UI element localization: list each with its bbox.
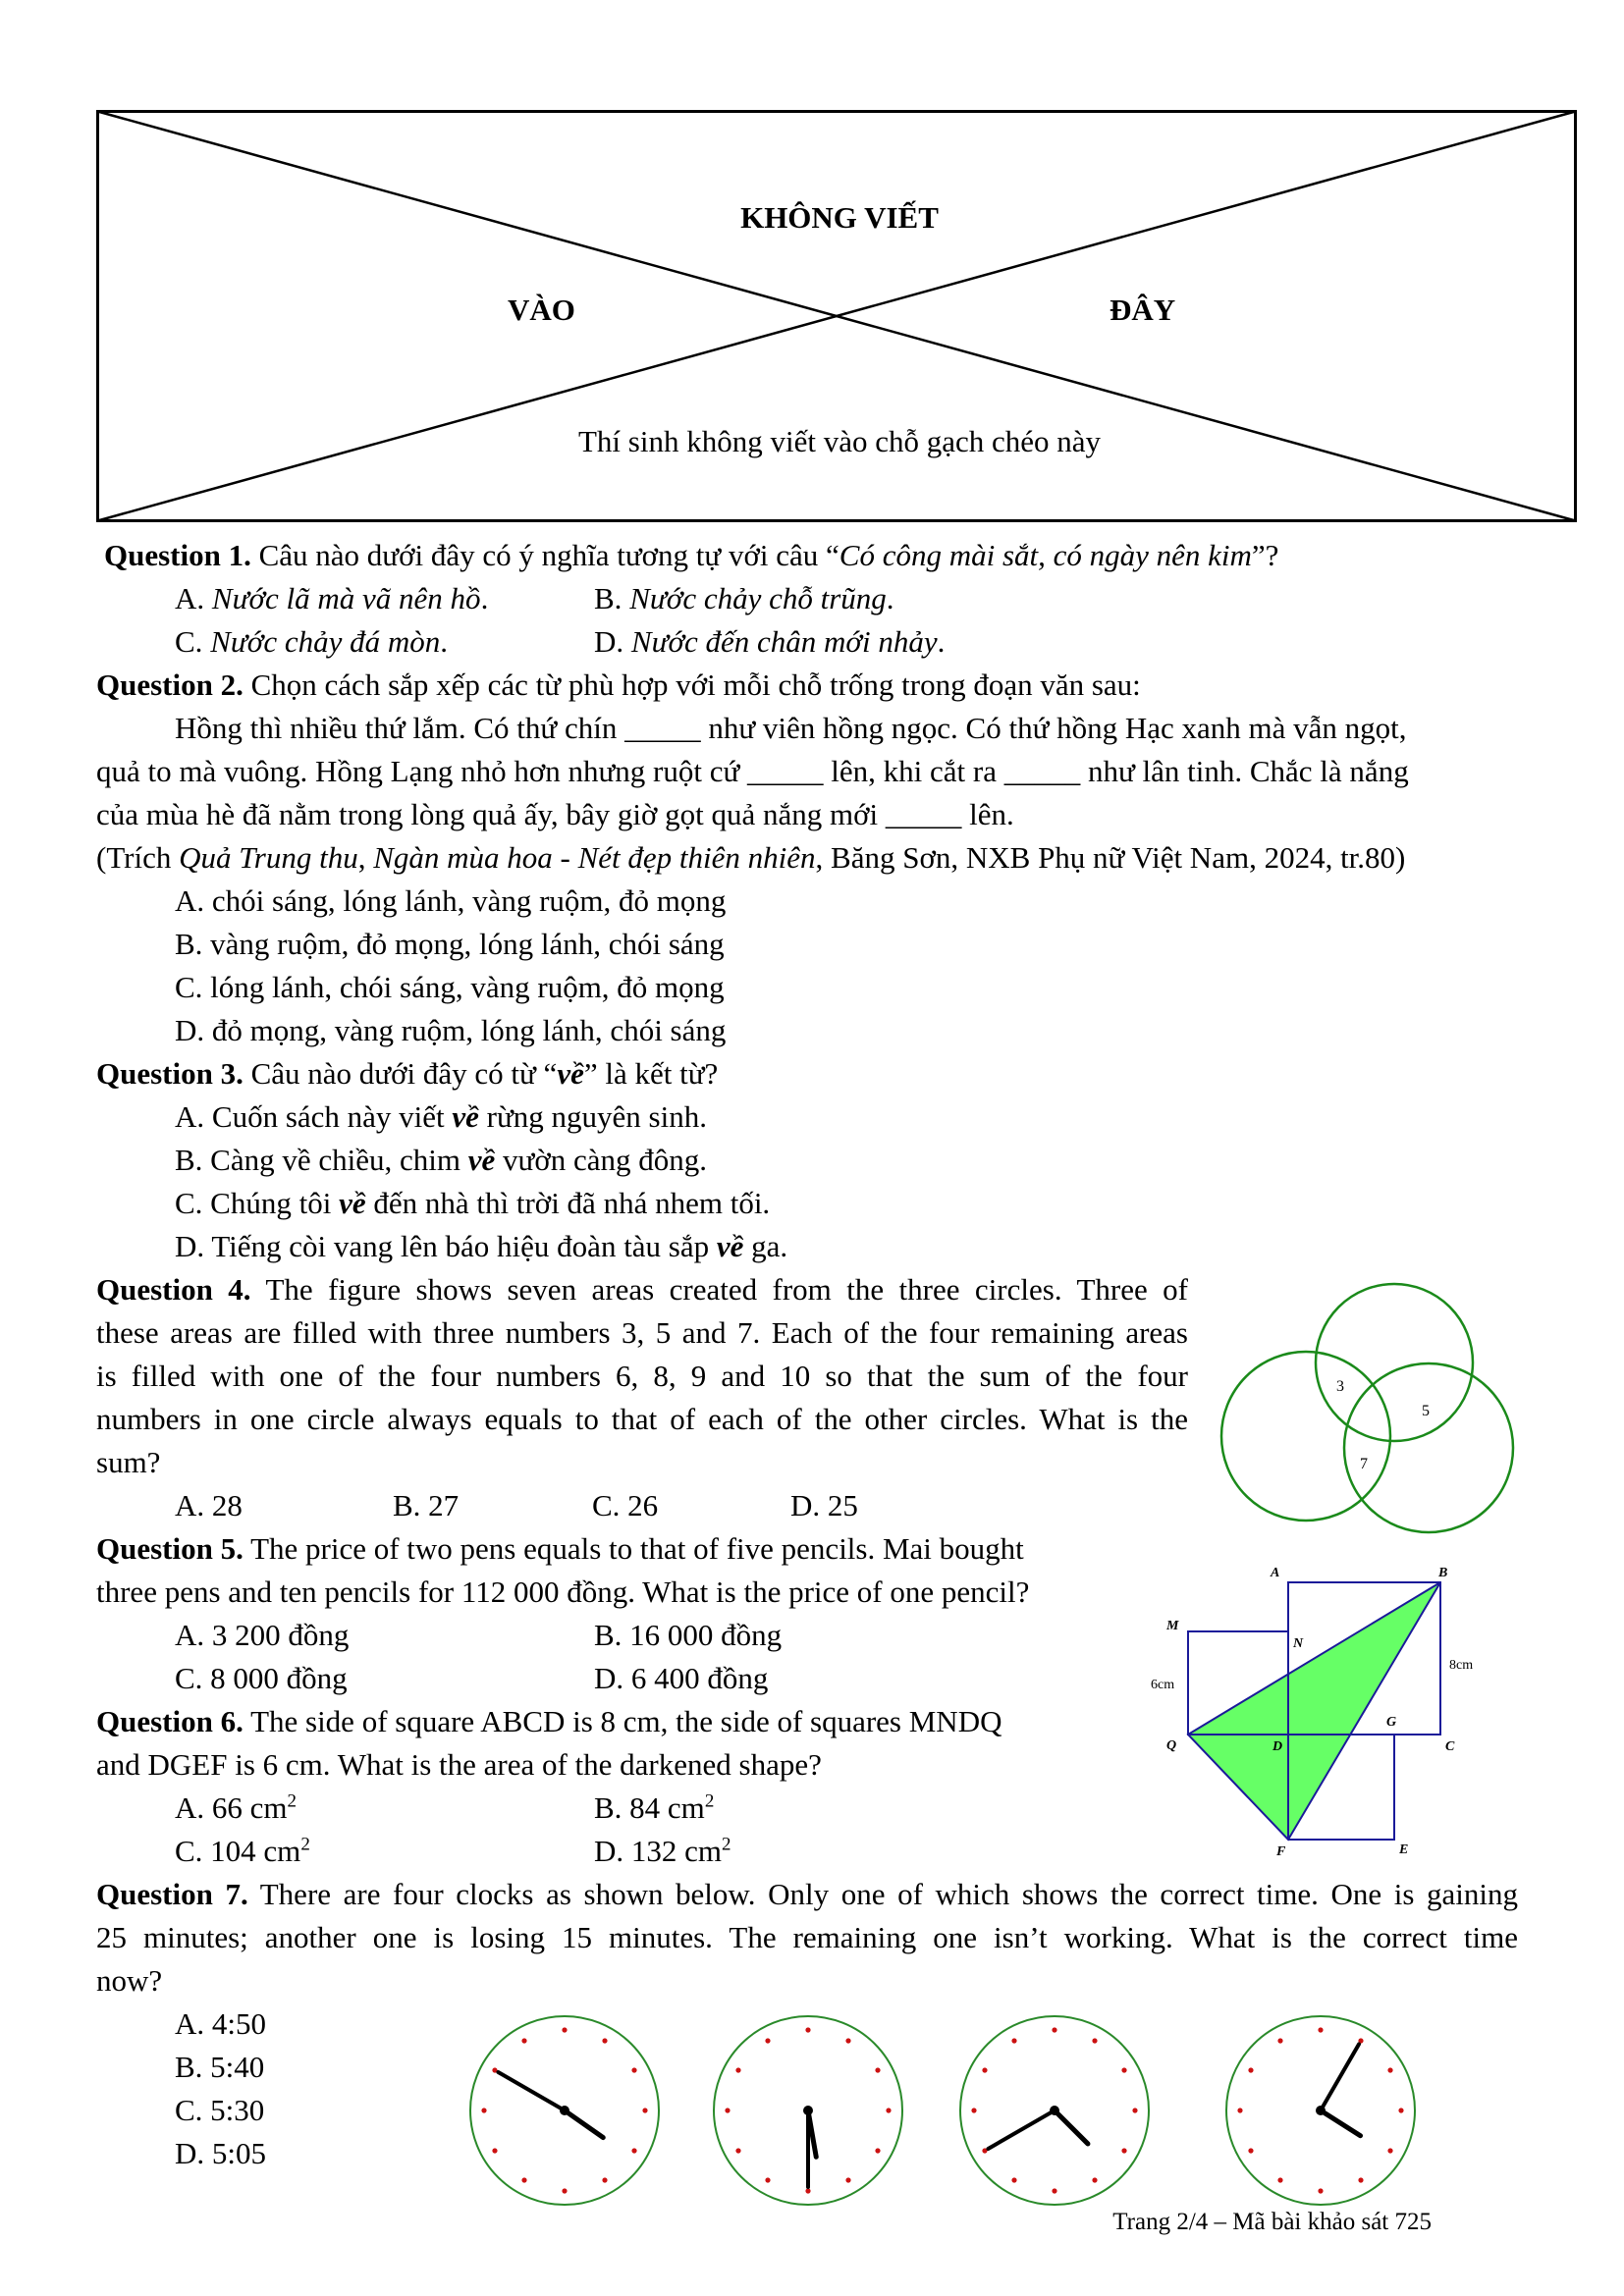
q4-label: Question 4. [96, 1272, 251, 1307]
option-post: vườn càng đông. [495, 1143, 707, 1177]
clock-tick [845, 2177, 850, 2182]
hour-hand [565, 2110, 603, 2138]
label-q: Q [1166, 1738, 1177, 1753]
q1-option-c[interactable] [175, 620, 448, 664]
q1-text-after: ”? [1251, 538, 1279, 572]
no-write-box [96, 110, 1577, 522]
option-pre: B. Càng về chiều, chim [175, 1143, 468, 1177]
option-post: đến nhà thì trời đã nhá nhem tối. [365, 1186, 771, 1220]
clock-tick [875, 2067, 880, 2072]
clock-tick [805, 2188, 810, 2193]
clock-tick [602, 2038, 607, 2043]
clock-tick [1011, 2038, 1016, 2043]
q4-line-5: sum? [96, 1445, 161, 1479]
q4-option-b[interactable]: B. 27 [393, 1488, 460, 1522]
q4-option-c[interactable]: C. 26 [592, 1488, 659, 1522]
clock-hub [803, 2106, 813, 2115]
clock-hub [560, 2106, 569, 2115]
clock-tick [1387, 2148, 1392, 2153]
clock-tick [492, 2148, 497, 2153]
option-end: . [480, 581, 489, 615]
clock-2 [714, 2016, 902, 2205]
clock-tick [1277, 2038, 1282, 2043]
q5-label: Question 5. [96, 1531, 244, 1566]
option-pre: C. Chúng tôi [175, 1186, 340, 1220]
q1-quote: Có công mài sắt, có ngày nên kim [839, 538, 1252, 572]
option-sup: 2 [300, 1834, 310, 1855]
option-end: . [937, 624, 946, 659]
clock-tick [1121, 2148, 1126, 2153]
q6-option-c[interactable] [175, 1830, 310, 1873]
option-pre: A. Cuốn sách này viết [175, 1099, 453, 1134]
clock-tick [1052, 2027, 1056, 2032]
clock-tick [1132, 2108, 1137, 2112]
q5-option-b[interactable]: B. 16 000 đồng [594, 1618, 783, 1652]
clock-hub [1050, 2106, 1059, 2115]
clock-tick [1318, 2188, 1323, 2193]
q7-line-3: now? [96, 1963, 163, 1998]
option-end: . [886, 581, 894, 615]
clock-tick [1092, 2038, 1097, 2043]
q3-stem [96, 1052, 718, 1095]
label-f: F [1276, 1844, 1286, 1859]
q1-option-d[interactable] [594, 620, 945, 664]
option-end: . [440, 624, 448, 659]
clock-tick [845, 2038, 850, 2043]
clock-tick [982, 2067, 987, 2072]
option-word: về [452, 1099, 479, 1134]
option-text: D. 132 cm [594, 1834, 723, 1868]
q2-option-b[interactable]: B. vàng ruộm, đỏ mọng, lóng lánh, chói sáng [175, 927, 725, 961]
label-c: C [1445, 1739, 1455, 1754]
q6-line-2: and DGEF is 6 cm. What is the area of the darkened shape? [96, 1747, 822, 1782]
clock-tick [1318, 2027, 1323, 2032]
clock-tick [562, 2188, 567, 2193]
q6-label: Question 6. [96, 1704, 244, 1738]
clock-tick [521, 2177, 526, 2182]
q7-option-c[interactable]: C. 5:30 [175, 2093, 265, 2127]
darkened-shape [1188, 1582, 1440, 1840]
q2-stem [96, 664, 1141, 707]
q4-option-d[interactable]: D. 25 [790, 1488, 858, 1522]
q6-option-d[interactable] [594, 1830, 731, 1873]
q3-option-d[interactable] [175, 1225, 787, 1268]
clock-tick [642, 2108, 647, 2112]
clock-tick [1248, 2148, 1253, 2153]
minute-hand [988, 2110, 1055, 2149]
q7-option-a[interactable]: A. 4:50 [175, 2006, 266, 2041]
option-word: về [716, 1229, 744, 1263]
q5-line-1 [96, 1527, 1024, 1571]
q3-word: về [557, 1056, 584, 1091]
venn-circle-right [1344, 1363, 1513, 1532]
venn-number-7: 7 [1360, 1456, 1368, 1472]
label-6cm: 6cm [1151, 1678, 1175, 1692]
clock-hub [1316, 2106, 1326, 2115]
q4-line-4: numbers in one circle always equals to that of each of the other circles. What is the [96, 1402, 1188, 1436]
q4-option-a[interactable]: A. 28 [175, 1488, 243, 1522]
q6-option-a[interactable] [175, 1787, 297, 1830]
q7-line-1 [96, 1873, 1518, 1916]
source-work2: Ngàn mùa hoa - Nét đẹp thiên nhiên [373, 840, 816, 875]
clock-1 [470, 2016, 659, 2205]
q7-line-2: 25 minutes; another one is losing 15 minutes. The remaining one isn’t working. What is the correct time [96, 1920, 1518, 1954]
q2-option-d[interactable]: D. đỏ mọng, vàng ruộm, lóng lánh, chói sáng [175, 1013, 727, 1047]
clock-tick [631, 2148, 636, 2153]
clock-tick [521, 2038, 526, 2043]
q2-prompt: Chọn cách sắp xếp các từ phù hợp với mỗi chỗ trống trong đoạn văn sau: [250, 667, 1141, 702]
label-a: A [1271, 1566, 1280, 1580]
option-letter: B. [594, 581, 630, 615]
clock-tick [1237, 2108, 1242, 2112]
clock-tick [886, 2108, 891, 2112]
q7-label: Question 7. [96, 1877, 248, 1911]
venn-number-3: 3 [1336, 1378, 1344, 1395]
q1-option-a[interactable] [175, 577, 488, 620]
q7-option-d[interactable]: D. 5:05 [175, 2136, 266, 2170]
clock-3 [960, 2016, 1149, 2205]
clock-tick [481, 2108, 486, 2112]
q3-option-a[interactable] [175, 1095, 707, 1139]
q4-text: The figure shows seven areas created from the three circles. Three of [265, 1272, 1188, 1307]
q4-line-3: is filled with one of the four numbers 6, 8, 9 and 10 so that the sum of the four [96, 1359, 1188, 1393]
clock-tick [1387, 2067, 1392, 2072]
q1-option-b[interactable] [594, 577, 894, 620]
squares-figure [1139, 1561, 1492, 1865]
option-text: Nước chảy chỗ trũng [629, 581, 887, 615]
q6-text: The side of square ABCD is 8 cm, the side of squares MNDQ [250, 1704, 1002, 1738]
q5-text: The price of two pens equals to that of five pencils. Mai bought [250, 1531, 1024, 1566]
clock-tick [971, 2108, 976, 2112]
header-note: Thí sinh không viết vào chỗ gạch chéo này [577, 424, 1102, 458]
clock-tick [602, 2177, 607, 2182]
clock-tick [765, 2177, 770, 2182]
clock-tick [875, 2148, 880, 2153]
option-text: B. 84 cm [594, 1790, 705, 1825]
option-text: Nước chảy đá mòn [210, 624, 441, 659]
q2-option-c[interactable]: C. lóng lánh, chói sáng, vàng ruộm, đỏ mọng [175, 970, 725, 1004]
q1-text-before: Câu nào dưới đây có ý nghĩa tương tự với câu “ [258, 538, 839, 572]
option-letter: D. [594, 624, 631, 659]
q3-option-c[interactable] [175, 1182, 770, 1225]
source-sep: , [357, 840, 374, 875]
minute-hand [498, 2072, 565, 2110]
minute-hand [1321, 2044, 1359, 2110]
q2-passage-line-2: quả to mà vuông. Hồng Lạng nhỏ hơn nhưng ruột cứ _____ lên, khi cắt ra _____ như lân tinh. Chắc là nắng [96, 754, 1409, 788]
q3-text-after: ” là kết từ? [583, 1056, 719, 1091]
q7-text: There are four clocks as shown below. Only one of which shows the correct time. One is gaining [259, 1877, 1518, 1911]
clock-tick [1011, 2177, 1016, 2182]
option-text: C. 104 cm [175, 1834, 301, 1868]
option-post: rừng nguyên sinh. [478, 1099, 707, 1134]
q2-option-a[interactable]: A. chói sáng, lóng lánh, vàng ruộm, đỏ mọng [175, 883, 727, 918]
q1-stem [104, 534, 1278, 577]
q6-option-b[interactable] [594, 1787, 714, 1830]
clock-tick [1277, 2177, 1282, 2182]
q7-option-b[interactable]: B. 5:40 [175, 2050, 265, 2084]
q2-label: Question 2. [96, 667, 244, 702]
option-word: về [339, 1186, 366, 1220]
q1-label: Question 1. [104, 538, 251, 572]
q3-option-b[interactable] [175, 1139, 707, 1182]
q2-source [96, 836, 1405, 880]
clock-tick [1052, 2188, 1056, 2193]
source-work1: Quả Trung thu [179, 840, 358, 875]
clock-tick [1121, 2067, 1126, 2072]
q5-option-a[interactable]: A. 3 200 đồng [175, 1618, 350, 1652]
option-text: Nước lã mà vã nên hồ [211, 581, 481, 615]
q4-line-1 [96, 1268, 1188, 1311]
option-post: ga. [743, 1229, 788, 1263]
q4-line-2: these areas are filled with three numbers 3, 5 and 7. Each of the four remaining areas [96, 1315, 1188, 1350]
label-n: N [1293, 1636, 1304, 1651]
clock-tick [1358, 2177, 1363, 2182]
q5-option-c[interactable]: C. 8 000 đồng [175, 1661, 348, 1695]
venn-circle-top [1316, 1284, 1473, 1441]
label-g: G [1386, 1715, 1397, 1730]
option-text: A. 66 cm [175, 1790, 288, 1825]
clocks-figure [461, 2012, 1443, 2218]
header-line1: KHÔNG VIẾT [740, 200, 939, 235]
clock-tick [631, 2067, 636, 2072]
option-word: về [467, 1143, 496, 1177]
option-sup: 2 [704, 1790, 715, 1812]
clock-tick [1248, 2067, 1253, 2072]
q3-text-before: Câu nào dưới đây có từ “ [250, 1056, 558, 1091]
hour-hand [1055, 2110, 1088, 2144]
q5-line-2: three pens and ten pencils for 112 000 đồng. What is the price of one pencil? [96, 1575, 1030, 1609]
clock-tick [735, 2148, 740, 2153]
clock-tick [562, 2027, 567, 2032]
source-rest: , Băng Sơn, NXB Phụ nữ Việt Nam, 2024, tr.80) [815, 840, 1406, 875]
clock-tick [1092, 2177, 1097, 2182]
label-8cm: 8cm [1449, 1658, 1474, 1673]
clock-tick [725, 2108, 730, 2112]
clock-tick [1398, 2108, 1403, 2112]
option-letter: C. [175, 624, 211, 659]
hour-hand [1321, 2110, 1361, 2136]
clock-4 [1226, 2016, 1415, 2205]
header-right: ĐÂY [1110, 293, 1176, 327]
option-sup: 2 [287, 1790, 298, 1812]
q5-option-d[interactable]: D. 6 400 đồng [594, 1661, 769, 1695]
option-pre: D. Tiếng còi vang lên báo hiệu đoàn tàu sắp [175, 1229, 717, 1263]
q2-passage-line-3: của mùa hè đã nằm trong lòng quả ấy, bây giờ gọt quả nắng mới _____ lên. [96, 797, 1014, 831]
label-m: M [1166, 1619, 1179, 1633]
q2-passage-line-1: Hồng thì nhiều thứ lắm. Có thứ chín _____ như viên hồng ngọc. Có thứ hồng Hạc xanh mà vẫn ngọt, [175, 711, 1407, 745]
venn-figure [1208, 1276, 1532, 1541]
clock-tick [735, 2067, 740, 2072]
option-text: Nước đến chân mới nhảy [630, 624, 938, 659]
source-open: (Trích [96, 840, 180, 875]
clock-tick [805, 2027, 810, 2032]
q6-line-1 [96, 1700, 1001, 1743]
label-d: D [1272, 1739, 1283, 1754]
venn-number-5: 5 [1422, 1403, 1430, 1419]
option-sup: 2 [722, 1834, 731, 1855]
page-footer: Trang 2/4 – Mã bài khảo sát 725 [1112, 2209, 1432, 2235]
label-b: B [1438, 1566, 1448, 1580]
q3-label: Question 3. [96, 1056, 244, 1091]
header-left: VÀO [508, 293, 575, 327]
clock-tick [765, 2038, 770, 2043]
option-letter: A. [175, 581, 212, 615]
label-e: E [1399, 1842, 1409, 1857]
